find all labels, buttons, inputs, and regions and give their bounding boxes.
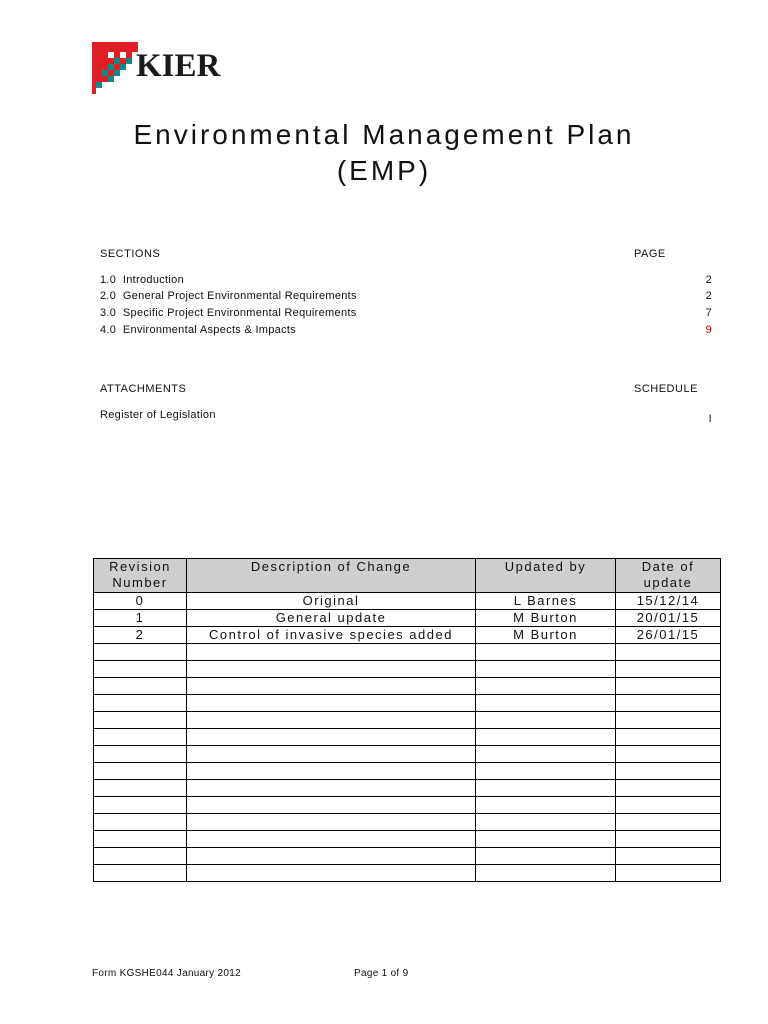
date-cell: 15/12/14 bbox=[616, 593, 721, 610]
document-title-abbrev: (EMP) bbox=[336, 155, 432, 186]
section-label: 4.0 Environmental Aspects & Impacts bbox=[100, 324, 297, 336]
table-row bbox=[94, 610, 721, 627]
table-row bbox=[94, 627, 721, 644]
empty-cell bbox=[476, 797, 616, 814]
empty-cell bbox=[187, 763, 476, 780]
empty-cell bbox=[476, 661, 616, 678]
empty-cell bbox=[476, 729, 616, 746]
date-cell: 20/01/15 bbox=[616, 610, 721, 627]
empty-cell bbox=[187, 695, 476, 712]
section-page: 2 bbox=[705, 274, 712, 286]
revision-header-row bbox=[94, 559, 721, 593]
empty-cell bbox=[94, 746, 187, 763]
empty-cell bbox=[94, 712, 187, 729]
empty-table-row bbox=[94, 831, 721, 848]
sections-heading: SECTIONS bbox=[100, 248, 161, 260]
description-cell: Original bbox=[187, 593, 476, 610]
empty-cell bbox=[187, 797, 476, 814]
attachment-item bbox=[100, 409, 712, 425]
empty-cell bbox=[187, 831, 476, 848]
empty-table-row bbox=[94, 848, 721, 865]
updated-by-cell: M Burton bbox=[476, 627, 616, 644]
empty-cell bbox=[616, 695, 721, 712]
empty-table-row bbox=[94, 712, 721, 729]
empty-table-row bbox=[94, 780, 721, 797]
section-label: 3.0 Specific Project Environmental Requirements bbox=[100, 307, 357, 319]
empty-cell bbox=[616, 729, 721, 746]
empty-table-row bbox=[94, 678, 721, 695]
revision-number-cell: 2 bbox=[94, 627, 187, 644]
empty-cell bbox=[187, 814, 476, 831]
revision-number-cell: 1 bbox=[94, 610, 187, 627]
empty-cell bbox=[616, 644, 721, 661]
empty-cell bbox=[94, 865, 187, 882]
header-date bbox=[616, 559, 721, 593]
empty-cell bbox=[187, 661, 476, 678]
empty-cell bbox=[94, 797, 187, 814]
empty-cell bbox=[187, 712, 476, 729]
updated-by-cell: L Barnes bbox=[476, 593, 616, 610]
empty-cell bbox=[476, 831, 616, 848]
empty-cell bbox=[476, 763, 616, 780]
empty-cell bbox=[616, 797, 721, 814]
empty-cell bbox=[187, 729, 476, 746]
empty-cell bbox=[94, 678, 187, 695]
empty-cell bbox=[94, 780, 187, 797]
empty-cell bbox=[94, 831, 187, 848]
page-number: Page 1 of 9 bbox=[354, 968, 409, 979]
empty-cell bbox=[616, 763, 721, 780]
section-page: 9 bbox=[705, 324, 712, 336]
empty-cell bbox=[187, 644, 476, 661]
empty-table-row bbox=[94, 763, 721, 780]
section-label: 2.0 General Project Environmental Requirements bbox=[100, 290, 357, 302]
empty-cell bbox=[94, 644, 187, 661]
page-heading: PAGE bbox=[634, 248, 666, 260]
empty-cell bbox=[476, 780, 616, 797]
empty-cell bbox=[187, 678, 476, 695]
empty-cell bbox=[476, 814, 616, 831]
updated-by-cell: M Burton bbox=[476, 610, 616, 627]
empty-cell bbox=[616, 865, 721, 882]
form-reference: Form KGSHE044 January 2012 bbox=[92, 968, 241, 979]
empty-table-row bbox=[94, 797, 721, 814]
document-title: Environmental Management Plan bbox=[133, 119, 635, 150]
empty-table-row bbox=[94, 746, 721, 763]
empty-cell bbox=[616, 814, 721, 831]
empty-cell bbox=[94, 729, 187, 746]
attachment-schedule: I bbox=[708, 413, 712, 425]
header-revision-number bbox=[94, 559, 187, 593]
empty-cell bbox=[616, 661, 721, 678]
header-updated-by bbox=[476, 559, 616, 593]
empty-cell bbox=[476, 712, 616, 729]
table-row bbox=[94, 593, 721, 610]
empty-cell bbox=[187, 746, 476, 763]
section-item bbox=[100, 307, 712, 319]
header-line: Revision bbox=[109, 559, 171, 574]
empty-cell bbox=[187, 865, 476, 882]
revision-number-cell: 0 bbox=[94, 593, 187, 610]
empty-cell bbox=[94, 848, 187, 865]
section-item bbox=[100, 290, 712, 302]
empty-cell bbox=[94, 661, 187, 678]
header-description bbox=[187, 559, 476, 593]
section-page: 7 bbox=[705, 307, 712, 319]
empty-cell bbox=[94, 763, 187, 780]
kier-logo-mark-icon bbox=[92, 42, 138, 94]
attachment-label: Register of Legislation bbox=[100, 409, 216, 421]
header-line: Number bbox=[112, 575, 168, 590]
empty-table-row bbox=[94, 644, 721, 661]
empty-cell bbox=[476, 695, 616, 712]
description-cell: Control of invasive species added bbox=[187, 627, 476, 644]
section-page: 2 bbox=[705, 290, 712, 302]
empty-cell bbox=[616, 746, 721, 763]
empty-cell bbox=[616, 848, 721, 865]
revision-table-body bbox=[94, 593, 721, 882]
empty-table-row bbox=[94, 729, 721, 746]
empty-cell bbox=[94, 695, 187, 712]
section-item bbox=[100, 324, 712, 336]
empty-cell bbox=[476, 848, 616, 865]
header-line: Date of bbox=[641, 559, 695, 574]
description-cell: General update bbox=[187, 610, 476, 627]
brand-name: KIER bbox=[136, 48, 221, 84]
empty-cell bbox=[616, 678, 721, 695]
empty-cell bbox=[616, 780, 721, 797]
empty-table-row bbox=[94, 814, 721, 831]
empty-table-row bbox=[94, 695, 721, 712]
empty-cell bbox=[187, 848, 476, 865]
empty-cell bbox=[476, 678, 616, 695]
attachments-heading: ATTACHMENTS bbox=[100, 383, 187, 395]
empty-cell bbox=[616, 831, 721, 848]
kier-logo bbox=[92, 42, 242, 94]
date-cell: 26/01/15 bbox=[616, 627, 721, 644]
empty-cell bbox=[476, 865, 616, 882]
header-line: update bbox=[643, 575, 693, 590]
empty-table-row bbox=[94, 865, 721, 882]
section-item bbox=[100, 274, 712, 286]
revision-table bbox=[93, 558, 721, 882]
empty-table-row bbox=[94, 661, 721, 678]
header-line: Updated by bbox=[504, 559, 587, 574]
schedule-heading: SCHEDULE bbox=[634, 383, 698, 395]
header-line: Description of Change bbox=[250, 559, 412, 574]
empty-cell bbox=[616, 712, 721, 729]
section-label: 1.0 Introduction bbox=[100, 274, 184, 286]
empty-cell bbox=[476, 644, 616, 661]
empty-cell bbox=[476, 746, 616, 763]
empty-cell bbox=[94, 814, 187, 831]
empty-cell bbox=[187, 780, 476, 797]
